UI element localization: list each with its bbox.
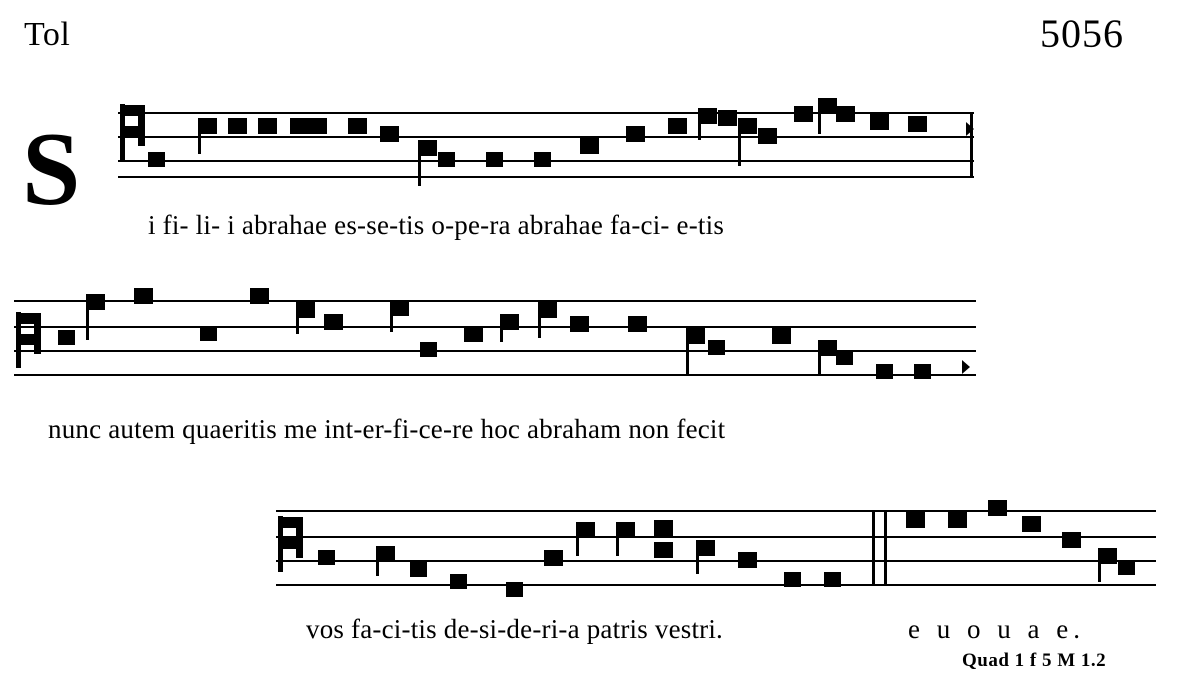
staff-line bbox=[276, 584, 1156, 586]
staff-lines bbox=[276, 498, 1156, 594]
staff-line bbox=[14, 300, 976, 302]
c-clef-icon bbox=[16, 312, 42, 368]
neume-note bbox=[794, 106, 813, 122]
neume-note bbox=[772, 328, 791, 344]
lyrics-line-1: i fi- li- i abrahae es-se-tis o-pe-ra abrahae fa-ci- e-tis bbox=[148, 210, 725, 240]
catalog-number: 5056 bbox=[1040, 11, 1124, 56]
differentia-syllables: e u o u a e. bbox=[908, 614, 1085, 644]
neume-note bbox=[836, 350, 853, 365]
neume-note bbox=[654, 520, 673, 536]
neume-stem bbox=[376, 546, 379, 576]
staff-line bbox=[118, 176, 974, 178]
neume-stem bbox=[698, 114, 701, 140]
double-barline bbox=[872, 510, 875, 584]
neume-note bbox=[876, 364, 893, 379]
neume-note bbox=[988, 500, 1007, 516]
neume-note bbox=[758, 128, 777, 144]
neume-note bbox=[544, 550, 563, 566]
staff-line bbox=[14, 326, 976, 328]
staff-line bbox=[276, 510, 1156, 512]
neume-stem bbox=[86, 300, 89, 340]
neume-stem bbox=[616, 528, 619, 556]
drop-cap-initial: S bbox=[22, 110, 81, 227]
neume-note bbox=[654, 542, 673, 558]
chant-system-1 bbox=[118, 96, 974, 188]
custos-icon bbox=[962, 360, 970, 374]
neume-stem bbox=[538, 308, 541, 338]
neume-note bbox=[738, 552, 757, 568]
neume-note bbox=[908, 116, 927, 132]
neume-note bbox=[438, 152, 455, 167]
neume-note bbox=[1062, 532, 1081, 548]
neume-note bbox=[870, 114, 889, 130]
neume-note bbox=[784, 572, 801, 587]
double-barline bbox=[884, 510, 887, 584]
neume-note bbox=[506, 582, 523, 597]
neume-note bbox=[948, 512, 967, 528]
neume-note bbox=[324, 314, 343, 330]
neume-note bbox=[1118, 560, 1135, 575]
neume-note bbox=[58, 330, 75, 345]
neume-note bbox=[348, 118, 367, 134]
neume-stem bbox=[198, 126, 201, 154]
neume-note bbox=[420, 342, 437, 357]
neume-stem bbox=[1098, 548, 1101, 582]
neume-note bbox=[580, 138, 599, 154]
neume-note bbox=[626, 126, 645, 142]
neume-note bbox=[258, 118, 277, 134]
c-clef-icon bbox=[120, 104, 146, 160]
neume-note bbox=[668, 118, 687, 134]
neume-note bbox=[200, 326, 217, 341]
neume-note bbox=[134, 288, 153, 304]
neume-stem bbox=[686, 328, 689, 374]
neume-note bbox=[450, 574, 467, 589]
staff-line bbox=[276, 560, 1156, 562]
neume-note bbox=[906, 512, 925, 528]
neume-stem bbox=[818, 340, 821, 374]
neume-note bbox=[824, 572, 841, 587]
neume-stem bbox=[576, 528, 579, 556]
lyrics-line-2: nunc autem quaeritis me int-er-fi-ce-re hoc abraham non fecit bbox=[48, 414, 726, 444]
neume-note bbox=[718, 110, 737, 126]
neume-note bbox=[290, 118, 309, 134]
mode-info: Quad 1 f 5 M 1.2 bbox=[962, 650, 1107, 671]
neume-note bbox=[708, 340, 725, 355]
page-title: Tol bbox=[24, 16, 71, 53]
neume-note bbox=[836, 106, 855, 122]
neume-stem bbox=[738, 124, 741, 166]
neume-note bbox=[464, 326, 483, 342]
neume-note bbox=[318, 550, 335, 565]
neume-stem bbox=[418, 140, 421, 186]
staff-line bbox=[14, 374, 976, 376]
c-clef-icon bbox=[278, 516, 304, 572]
neume-note bbox=[148, 152, 165, 167]
neume-note bbox=[628, 316, 647, 332]
neume-stem bbox=[818, 104, 821, 134]
neume-note bbox=[380, 126, 399, 142]
neume-stem bbox=[390, 306, 393, 332]
neume-note bbox=[914, 364, 931, 379]
neume-note bbox=[486, 152, 503, 167]
staff-line bbox=[118, 136, 974, 138]
neume-note bbox=[534, 152, 551, 167]
neume-note bbox=[308, 118, 327, 134]
staff-lines bbox=[14, 284, 976, 384]
chant-system-3 bbox=[276, 498, 1156, 594]
neume-stem bbox=[296, 308, 299, 334]
neume-note bbox=[250, 288, 269, 304]
lyrics-line-3: vos fa-ci-tis de-si-de-ri-a patris vestri. bbox=[306, 614, 723, 644]
neume-note bbox=[228, 118, 247, 134]
neume-stem bbox=[696, 540, 699, 574]
staff-line bbox=[276, 536, 1156, 538]
neume-note bbox=[410, 562, 427, 577]
neume-stem bbox=[500, 320, 503, 342]
chant-system-2 bbox=[14, 284, 976, 384]
neume-note bbox=[1022, 516, 1041, 532]
neume-note bbox=[570, 316, 589, 332]
custos-icon bbox=[966, 122, 974, 136]
